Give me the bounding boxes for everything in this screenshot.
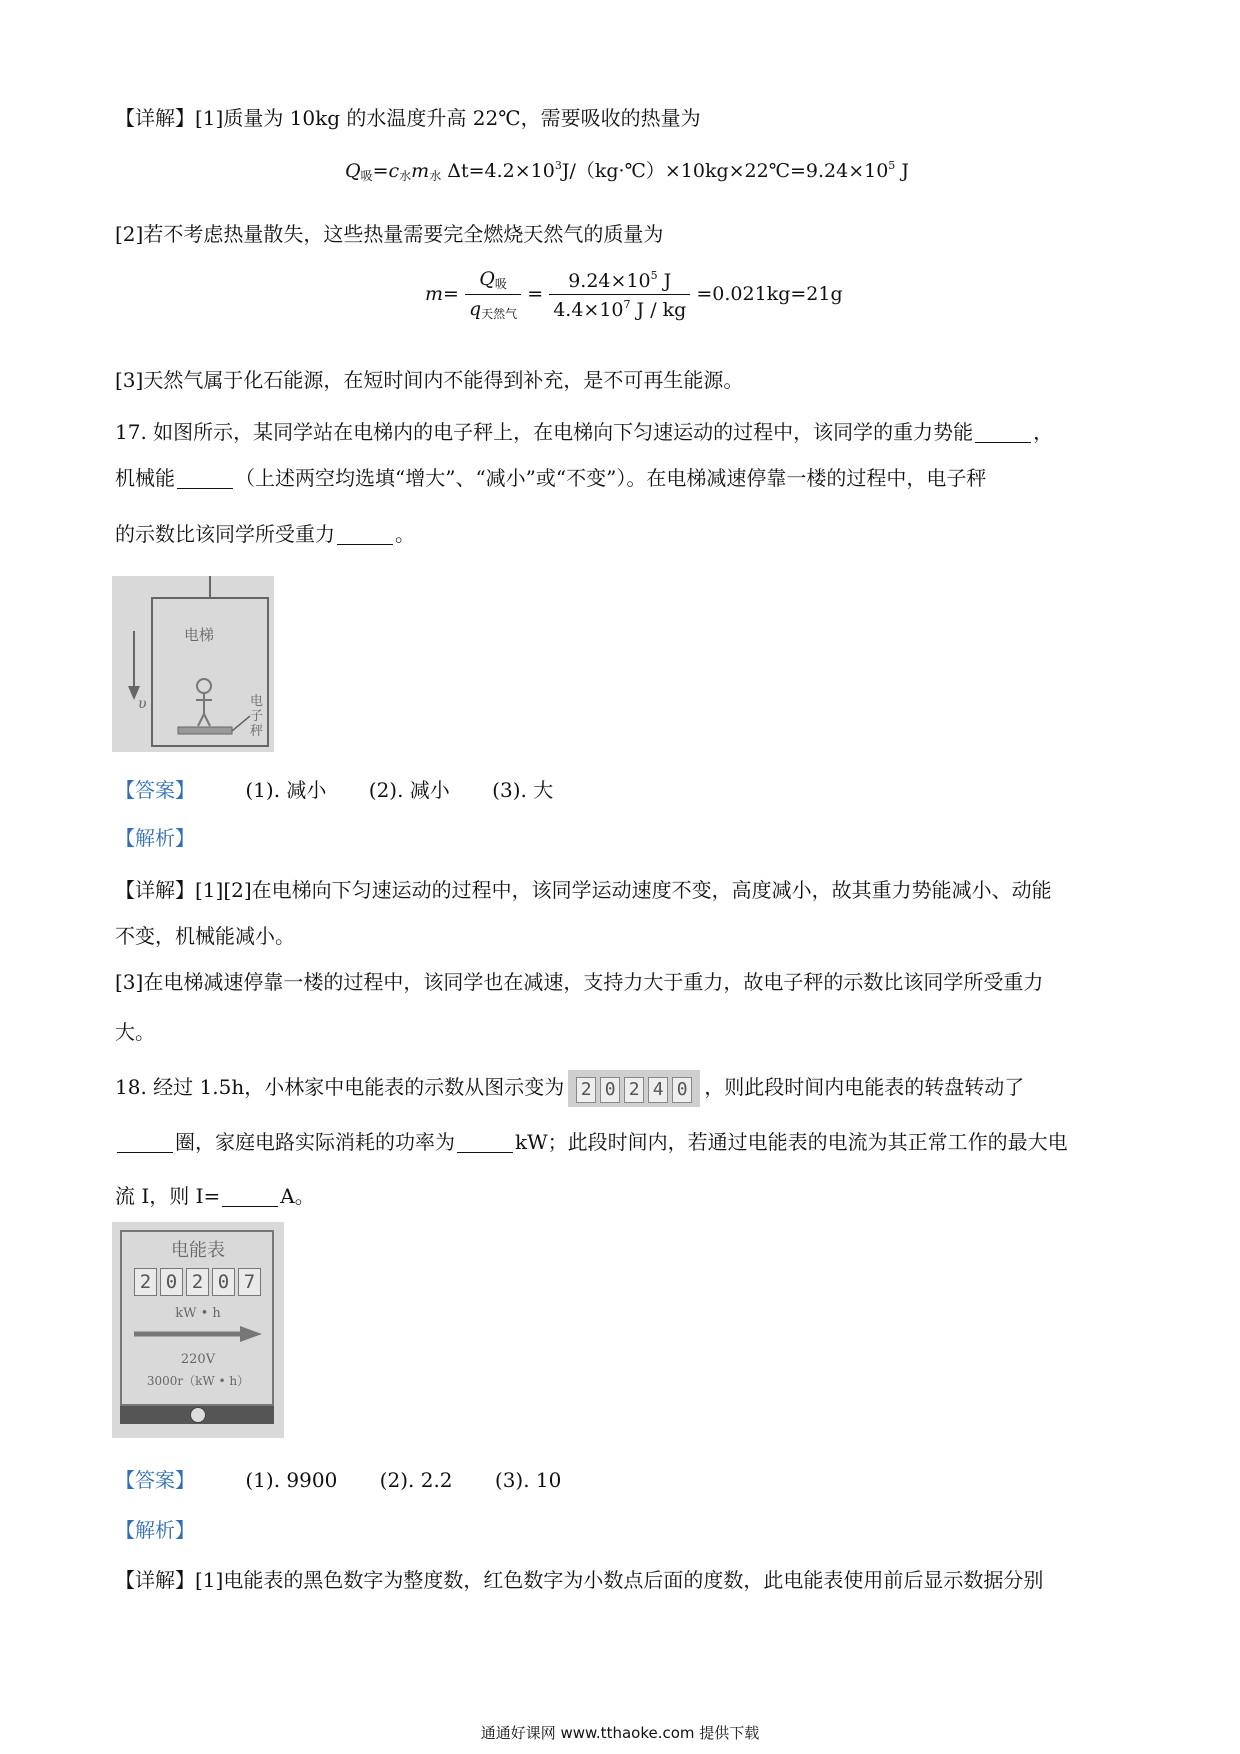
inline-meter-reading bbox=[568, 1070, 700, 1107]
q17-line-3 bbox=[115, 520, 415, 548]
formula-body: J/（kg·℃）×10kg×22℃=9.24×10 bbox=[561, 160, 889, 182]
q17-detail-2: 不变，机械能减小。 bbox=[115, 924, 295, 948]
meter-digit: 2 bbox=[624, 1077, 644, 1103]
q17-answer bbox=[115, 776, 553, 804]
q18-text: 圈，家庭电路实际消耗的功率为 bbox=[175, 1130, 455, 1154]
meter-digit: 0 bbox=[600, 1077, 620, 1103]
meter-digit: 0 bbox=[212, 1268, 235, 1296]
scale-label: 电子秤 bbox=[250, 694, 264, 739]
formula-result: =0.021kg=21g bbox=[696, 283, 843, 305]
q18-line-2 bbox=[115, 1128, 1068, 1156]
detail-tag: 【详解】 bbox=[115, 878, 195, 902]
meter-title: 电能表 bbox=[171, 1240, 225, 1261]
q18-text: 18. 经过 1.5h，小林家中电能表的示数从图示变为 bbox=[115, 1075, 565, 1099]
meter-digit: 7 bbox=[238, 1268, 261, 1296]
meter-digit: 0 bbox=[160, 1268, 183, 1296]
meter-rating: 3000r（kW • h） bbox=[146, 1374, 250, 1388]
detail-tag: 【详解】 bbox=[115, 1568, 195, 1592]
formula-sub: 水 bbox=[399, 169, 412, 183]
fraction-values bbox=[549, 269, 690, 321]
answer-item: (1). 9900 bbox=[245, 1468, 338, 1492]
q17-text: 的示数比该同学所受重力 bbox=[115, 522, 335, 546]
answer-blank bbox=[117, 1132, 173, 1153]
analysis-tag: 【解析】 bbox=[115, 1518, 195, 1542]
formula-exp: 5 bbox=[888, 159, 896, 172]
meter-unit: kW • h bbox=[175, 1306, 221, 1321]
meter-digit: 0 bbox=[672, 1077, 692, 1103]
meter-digit: 2 bbox=[186, 1268, 209, 1296]
meter-voltage: 220V bbox=[180, 1352, 216, 1367]
meter-digit: 2 bbox=[576, 1077, 596, 1103]
answer-item: (2). 2.2 bbox=[379, 1468, 453, 1492]
answer-tag: 【答案】 bbox=[115, 1468, 195, 1492]
meter-digit: 2 bbox=[134, 1268, 157, 1296]
frac-num-sub: 吸 bbox=[494, 277, 507, 291]
answer-item: (2). 减小 bbox=[368, 778, 450, 802]
answer-blank bbox=[457, 1132, 513, 1153]
formula-sub: 水 bbox=[429, 169, 442, 183]
frac-num-exp: 5 bbox=[650, 269, 658, 282]
q18-line-3 bbox=[115, 1182, 315, 1210]
frac-num-value: 9.24×10 bbox=[568, 270, 651, 292]
frac-den-value: 4.4×10 bbox=[553, 299, 624, 321]
q17-text: 17. 如图所示，某同学站在电梯内的电子秤上，在电梯向下匀速运动的过程中，该同学的重力势能 bbox=[115, 420, 974, 444]
detail-tag: 【详解】 bbox=[115, 106, 195, 130]
formula-eq: = bbox=[527, 283, 544, 305]
detail-text: [1][2]在电梯向下匀速运动的过程中，该同学运动速度不变，高度减小，故其重力势能减小、动能 bbox=[195, 878, 1052, 902]
answer-item: (1). 减小 bbox=[245, 778, 327, 802]
heat-formula bbox=[345, 156, 909, 184]
q17-detail-4: 大。 bbox=[115, 1020, 155, 1044]
velocity-label: υ bbox=[138, 696, 147, 712]
formula-exp: 3 bbox=[554, 159, 562, 172]
q18-text: 流 I，则 I= bbox=[115, 1184, 221, 1208]
formula-m: m bbox=[411, 160, 430, 182]
q17-line-1 bbox=[115, 418, 1053, 446]
detail-text: [1]质量为 10kg 的水温度升高 22℃，需要吸收的热量为 bbox=[195, 106, 701, 130]
electric-meter-figure bbox=[112, 1222, 284, 1438]
formula-body: J bbox=[895, 160, 909, 182]
formula-body: Δt=4.2×10 bbox=[447, 160, 555, 182]
mass-formula bbox=[425, 268, 843, 322]
formula-c: =c bbox=[372, 160, 400, 182]
answer-blank bbox=[222, 1186, 278, 1207]
answer-item: (3). 10 bbox=[494, 1468, 562, 1492]
fraction-q-over-q bbox=[465, 268, 521, 322]
formula-sub: 吸 bbox=[360, 169, 373, 183]
meter-digit: 4 bbox=[648, 1077, 668, 1103]
frac-den: q bbox=[468, 298, 482, 320]
answer-tag: 【答案】 bbox=[115, 778, 195, 802]
q18-answer bbox=[115, 1466, 561, 1494]
q17-detail-1 bbox=[115, 876, 1052, 904]
frac-num-unit: J bbox=[657, 270, 672, 292]
detail-paragraph-2: [2]若不考虑热量散失，这些热量需要完全燃烧天然气的质量为 bbox=[115, 222, 664, 246]
q17-detail-3: [3]在电梯减速停靠一楼的过程中，该同学也在减速，支持力大于重力，故电子秤的示数比该同学所受重力 bbox=[115, 970, 1044, 994]
formula-q: Q bbox=[345, 160, 361, 182]
frac-den-sub: 天然气 bbox=[481, 307, 518, 321]
q18-text: ，则此段时间内电能表的转盘转动了 bbox=[704, 1075, 1025, 1099]
q18-analysis-tag bbox=[115, 1516, 195, 1544]
detail-paragraph-3: [3]天然气属于化石能源，在短时间内不能得到补充，是不可再生能源。 bbox=[115, 368, 744, 392]
frac-num: Q bbox=[479, 268, 495, 290]
meter-digits bbox=[134, 1268, 261, 1296]
detail-text: [1]电能表的黑色数字为整度数，红色数字为小数点后面的度数，此电能表使用前后显示数据分别 bbox=[195, 1568, 1044, 1592]
formula-m: m= bbox=[425, 283, 459, 305]
q18-text: A。 bbox=[280, 1184, 315, 1208]
q18-line-1 bbox=[115, 1070, 1024, 1107]
frac-den-exp: 7 bbox=[623, 298, 631, 311]
q18-text: kW；此段时间内，若通过电能表的电流为其正常工作的最大电 bbox=[515, 1130, 1068, 1154]
page-footer: 通通好课网 www.tthaoke.com 提供下载 bbox=[480, 1724, 760, 1742]
elevator-figure bbox=[112, 576, 274, 752]
frac-den-unit: J / kg bbox=[630, 299, 687, 321]
q18-detail-1 bbox=[115, 1566, 1043, 1594]
meter-disk-arrow-icon bbox=[132, 1324, 266, 1344]
answer-blank bbox=[975, 422, 1031, 443]
answer-item: (3). 大 bbox=[492, 778, 554, 802]
q17-text: ， bbox=[1033, 420, 1054, 444]
q17-line-2 bbox=[115, 464, 986, 492]
answer-blank bbox=[177, 468, 233, 489]
elevator-label: 电梯 bbox=[184, 626, 215, 644]
answer-blank bbox=[337, 524, 393, 545]
analysis-tag: 【解析】 bbox=[115, 826, 195, 850]
q17-analysis-tag bbox=[115, 824, 195, 852]
q17-text: 机械能 bbox=[115, 466, 175, 490]
q17-text: 。 bbox=[395, 522, 415, 546]
q17-text: （上述两空均选填“增大”、“减小”或“不变”）。在电梯减速停靠一楼的过程中，电子秤 bbox=[235, 466, 987, 490]
meter-screw-icon bbox=[190, 1407, 206, 1423]
detail-paragraph-1 bbox=[115, 104, 701, 132]
